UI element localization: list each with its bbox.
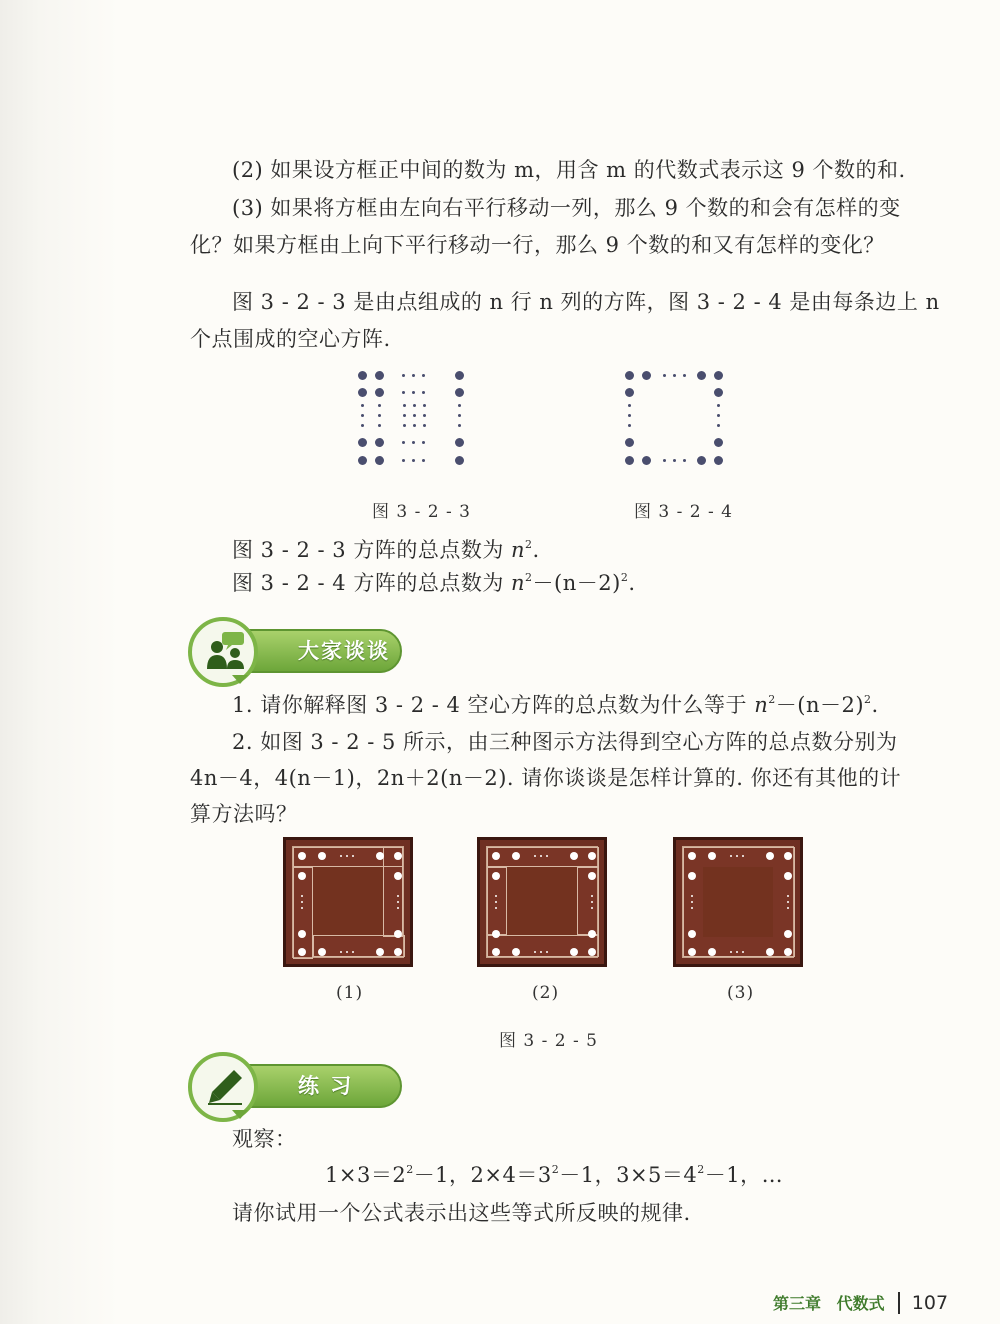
- board-hole: [492, 948, 500, 956]
- ellipsis-dot: [413, 414, 416, 417]
- board-hole: [688, 852, 696, 860]
- array-dot: [358, 438, 367, 447]
- board-group-frame: [293, 867, 313, 959]
- board-hole: [784, 852, 792, 860]
- board-group-frame: [487, 935, 599, 957]
- board-ellipsis-dot: [340, 855, 342, 857]
- array-dot: [455, 388, 464, 397]
- board-hole: [570, 852, 578, 860]
- array-dot: [358, 371, 367, 380]
- board-hole: [394, 852, 402, 860]
- board-hole: [766, 948, 774, 956]
- ellipsis-dot: [402, 374, 405, 377]
- board-ellipsis-dot: [397, 907, 399, 909]
- board-ellipsis-dot: [301, 895, 303, 897]
- question-3-line-2: 化？如果方框由上向下平行移动一行，那么 9 个数的和又有怎样的变化？: [190, 233, 885, 257]
- board-ellipsis-dot: [397, 901, 399, 903]
- board-ellipsis-dot: [742, 855, 744, 857]
- array-dot: [714, 371, 723, 380]
- board-figure-3: [673, 837, 803, 967]
- board-hole: [376, 948, 384, 956]
- ellipsis-dot: [663, 374, 666, 377]
- board-hole: [376, 852, 384, 860]
- board-ellipsis-dot: [691, 895, 693, 897]
- board-ellipsis-dot: [546, 855, 548, 857]
- board-hole: [492, 930, 500, 938]
- board-group-frame: [487, 847, 599, 867]
- board-hole: [394, 872, 402, 880]
- discussion-item-2-line-2: 4n－4，4(n－1)，2n＋2(n－2). 请你谈谈是怎样计算的. 你还有其他的计: [190, 766, 902, 790]
- board-group-frame: [683, 847, 795, 957]
- pencil-icon: [204, 1066, 248, 1106]
- array-dot: [625, 456, 634, 465]
- ellipsis-dot: [413, 424, 416, 427]
- people-talking-icon: [204, 631, 248, 671]
- board-hole: [512, 852, 520, 860]
- array-dot: [358, 388, 367, 397]
- board-label-3: (3): [727, 983, 755, 1003]
- array-dot: [714, 388, 723, 397]
- footer-separator: [898, 1292, 900, 1314]
- board-ellipsis-dot: [787, 895, 789, 897]
- array-dot: [455, 438, 464, 447]
- board-ellipsis-dot: [730, 951, 732, 953]
- array-dot: [375, 371, 384, 380]
- board-ellipsis-dot: [397, 895, 399, 897]
- array-dot: [642, 371, 651, 380]
- board-hole: [688, 930, 696, 938]
- board-centre: [313, 867, 383, 937]
- ellipsis-dot: [403, 414, 406, 417]
- board-ellipsis-dot: [591, 895, 593, 897]
- ellipsis-dot: [628, 414, 631, 417]
- exercise-task: 请你试用一个公式表示出这些等式所反映的规律.: [232, 1201, 691, 1225]
- ellipsis-dot: [403, 424, 406, 427]
- board-ellipsis-dot: [352, 951, 354, 953]
- board-hole: [784, 872, 792, 880]
- figure-3-2-5-caption: 图 3 - 2 - 5: [499, 1031, 598, 1051]
- ellipsis-dot: [412, 441, 415, 444]
- discussion-item-1: 1. 请你解释图 3 - 2 - 4 空心方阵的总点数为什么等于 $n^2-(n-2)^2$.: [232, 693, 879, 717]
- discussion-item-2-line-3: 算方法吗？: [190, 802, 298, 826]
- array-dot: [375, 388, 384, 397]
- board-hole: [708, 948, 716, 956]
- board-hole: [766, 852, 774, 860]
- board-group-frame: [313, 935, 405, 957]
- board-ellipsis-dot: [346, 855, 348, 857]
- discussion-title: 大家谈谈: [298, 639, 390, 663]
- board-ellipsis-dot: [340, 951, 342, 953]
- ellipsis-dot: [423, 404, 426, 407]
- exercise-equations: $1\times 3=2^2-1$，$2\times 4=3^2-1$，$3\times 5=4^2-1$，…: [325, 1163, 784, 1187]
- array-dot: [625, 371, 634, 380]
- ellipsis-dot: [378, 424, 381, 427]
- ellipsis-dot: [361, 424, 364, 427]
- board-ellipsis-dot: [691, 901, 693, 903]
- ellipsis-dot: [412, 374, 415, 377]
- board-hole: [784, 948, 792, 956]
- board-ellipsis-dot: [787, 901, 789, 903]
- ellipsis-dot: [361, 404, 364, 407]
- array-dot: [642, 456, 651, 465]
- ellipsis-dot: [673, 459, 676, 462]
- ellipsis-dot: [458, 414, 461, 417]
- array-dot: [697, 456, 706, 465]
- array-dot: [455, 371, 464, 380]
- array-dot: [455, 456, 464, 465]
- ellipsis-dot: [717, 404, 720, 407]
- figure-3-2-3-caption: 图 3 - 2 - 3: [372, 502, 471, 522]
- board-label-1: (1): [336, 983, 364, 1003]
- array-dot: [714, 438, 723, 447]
- board-ellipsis-dot: [736, 951, 738, 953]
- ellipsis-dot: [361, 414, 364, 417]
- exercise-observe-label: 观察：: [232, 1127, 297, 1151]
- footer-section: 代数式: [836, 1294, 885, 1313]
- board-hole: [588, 948, 596, 956]
- ellipsis-dot: [412, 459, 415, 462]
- board-hole: [318, 852, 326, 860]
- discussion-item-2-line-1: 2. 如图 3 - 2 - 5 所示，由三种图示方法得到空心方阵的总点数分别为: [232, 730, 898, 754]
- footer-chapter: 第三章: [773, 1294, 822, 1313]
- board-ellipsis-dot: [730, 855, 732, 857]
- board-hole: [688, 948, 696, 956]
- board-ellipsis-dot: [301, 907, 303, 909]
- solid-dot-array-figure: [355, 368, 470, 468]
- board-ellipsis-dot: [540, 951, 542, 953]
- board-ellipsis-dot: [691, 907, 693, 909]
- board-hole: [318, 948, 326, 956]
- board-figure-2: [477, 837, 607, 967]
- board-ellipsis-dot: [591, 907, 593, 909]
- exercise-banner: [188, 1058, 408, 1114]
- discussion-banner: [188, 623, 408, 679]
- ellipsis-dot: [422, 459, 425, 462]
- ellipsis-dot: [458, 424, 461, 427]
- board-label-2: (2): [532, 983, 560, 1003]
- board-centre: [507, 867, 577, 937]
- board-hole: [588, 930, 596, 938]
- ellipsis-dot: [628, 424, 631, 427]
- page-number: 107: [911, 1292, 949, 1314]
- array-dot: [358, 456, 367, 465]
- total-points-3-2-4: 图 3 - 2 - 4 方阵的总点数为 $n^2-(n-2)^2$.: [232, 571, 636, 595]
- board-hole: [588, 852, 596, 860]
- banner-pointer: [232, 1110, 248, 1119]
- banner-pointer: [232, 675, 248, 684]
- board-ellipsis-dot: [546, 951, 548, 953]
- ellipsis-dot: [423, 424, 426, 427]
- board-hole: [298, 852, 306, 860]
- intro-line-2: 个点围成的空心方阵.: [190, 327, 391, 351]
- array-dot: [625, 438, 634, 447]
- ellipsis-dot: [458, 404, 461, 407]
- question-3-line-1: (3) 如果将方框由左向右平行移动一列，那么 9 个数的和会有怎样的变: [232, 196, 901, 220]
- board-ellipsis-dot: [742, 951, 744, 953]
- exercise-title: 练 习: [298, 1074, 354, 1098]
- board-ellipsis-dot: [352, 855, 354, 857]
- array-dot: [697, 371, 706, 380]
- board-hole: [784, 930, 792, 938]
- question-2: (2) 如果设方框正中间的数为 m，用含 m 的代数式表示这 9 个数的和.: [232, 158, 906, 182]
- board-ellipsis-dot: [346, 951, 348, 953]
- board-hole: [298, 948, 306, 956]
- ellipsis-dot: [402, 459, 405, 462]
- board-hole: [708, 852, 716, 860]
- board-hole: [492, 872, 500, 880]
- ellipsis-dot: [378, 414, 381, 417]
- ellipsis-dot: [683, 459, 686, 462]
- ellipsis-dot: [378, 404, 381, 407]
- intro-line-1: 图 3 - 2 - 3 是由点组成的 n 行 n 列的方阵，图 3 - 2 - 4 是由每条边上 n: [232, 290, 940, 314]
- board-ellipsis-dot: [534, 855, 536, 857]
- array-dot: [375, 438, 384, 447]
- board-ellipsis-dot: [591, 901, 593, 903]
- ellipsis-dot: [402, 441, 405, 444]
- ellipsis-dot: [412, 391, 415, 394]
- ellipsis-dot: [717, 424, 720, 427]
- board-hole: [298, 872, 306, 880]
- board-ellipsis-dot: [495, 895, 497, 897]
- board-ellipsis-dot: [495, 907, 497, 909]
- hollow-dot-array-figure: [622, 368, 727, 468]
- board-hole: [394, 930, 402, 938]
- board-figure-1: [283, 837, 413, 967]
- ellipsis-dot: [663, 459, 666, 462]
- ellipsis-dot: [422, 441, 425, 444]
- total-points-3-2-3: 图 3 - 2 - 3 方阵的总点数为 $n^2$.: [232, 538, 540, 562]
- ellipsis-dot: [683, 374, 686, 377]
- board-hole: [512, 948, 520, 956]
- ellipsis-dot: [628, 404, 631, 407]
- array-dot: [375, 456, 384, 465]
- ellipsis-dot: [413, 404, 416, 407]
- board-hole: [298, 930, 306, 938]
- board-ellipsis-dot: [534, 951, 536, 953]
- board-ellipsis-dot: [736, 855, 738, 857]
- board-ellipsis-dot: [301, 901, 303, 903]
- board-ellipsis-dot: [540, 855, 542, 857]
- ellipsis-dot: [717, 414, 720, 417]
- board-hole: [492, 852, 500, 860]
- page-footer: [773, 1291, 948, 1314]
- board-hole: [688, 872, 696, 880]
- figure-3-2-4-caption: 图 3 - 2 - 4: [634, 502, 733, 522]
- board-hole: [588, 872, 596, 880]
- board-hole: [394, 948, 402, 956]
- ellipsis-dot: [422, 391, 425, 394]
- ellipsis-dot: [422, 374, 425, 377]
- board-ellipsis-dot: [787, 907, 789, 909]
- ellipsis-dot: [402, 391, 405, 394]
- ellipsis-dot: [423, 414, 426, 417]
- array-dot: [714, 456, 723, 465]
- ellipsis-dot: [403, 404, 406, 407]
- board-group-frame: [383, 847, 403, 937]
- ellipsis-dot: [673, 374, 676, 377]
- board-ellipsis-dot: [495, 901, 497, 903]
- board-hole: [570, 948, 578, 956]
- array-dot: [625, 388, 634, 397]
